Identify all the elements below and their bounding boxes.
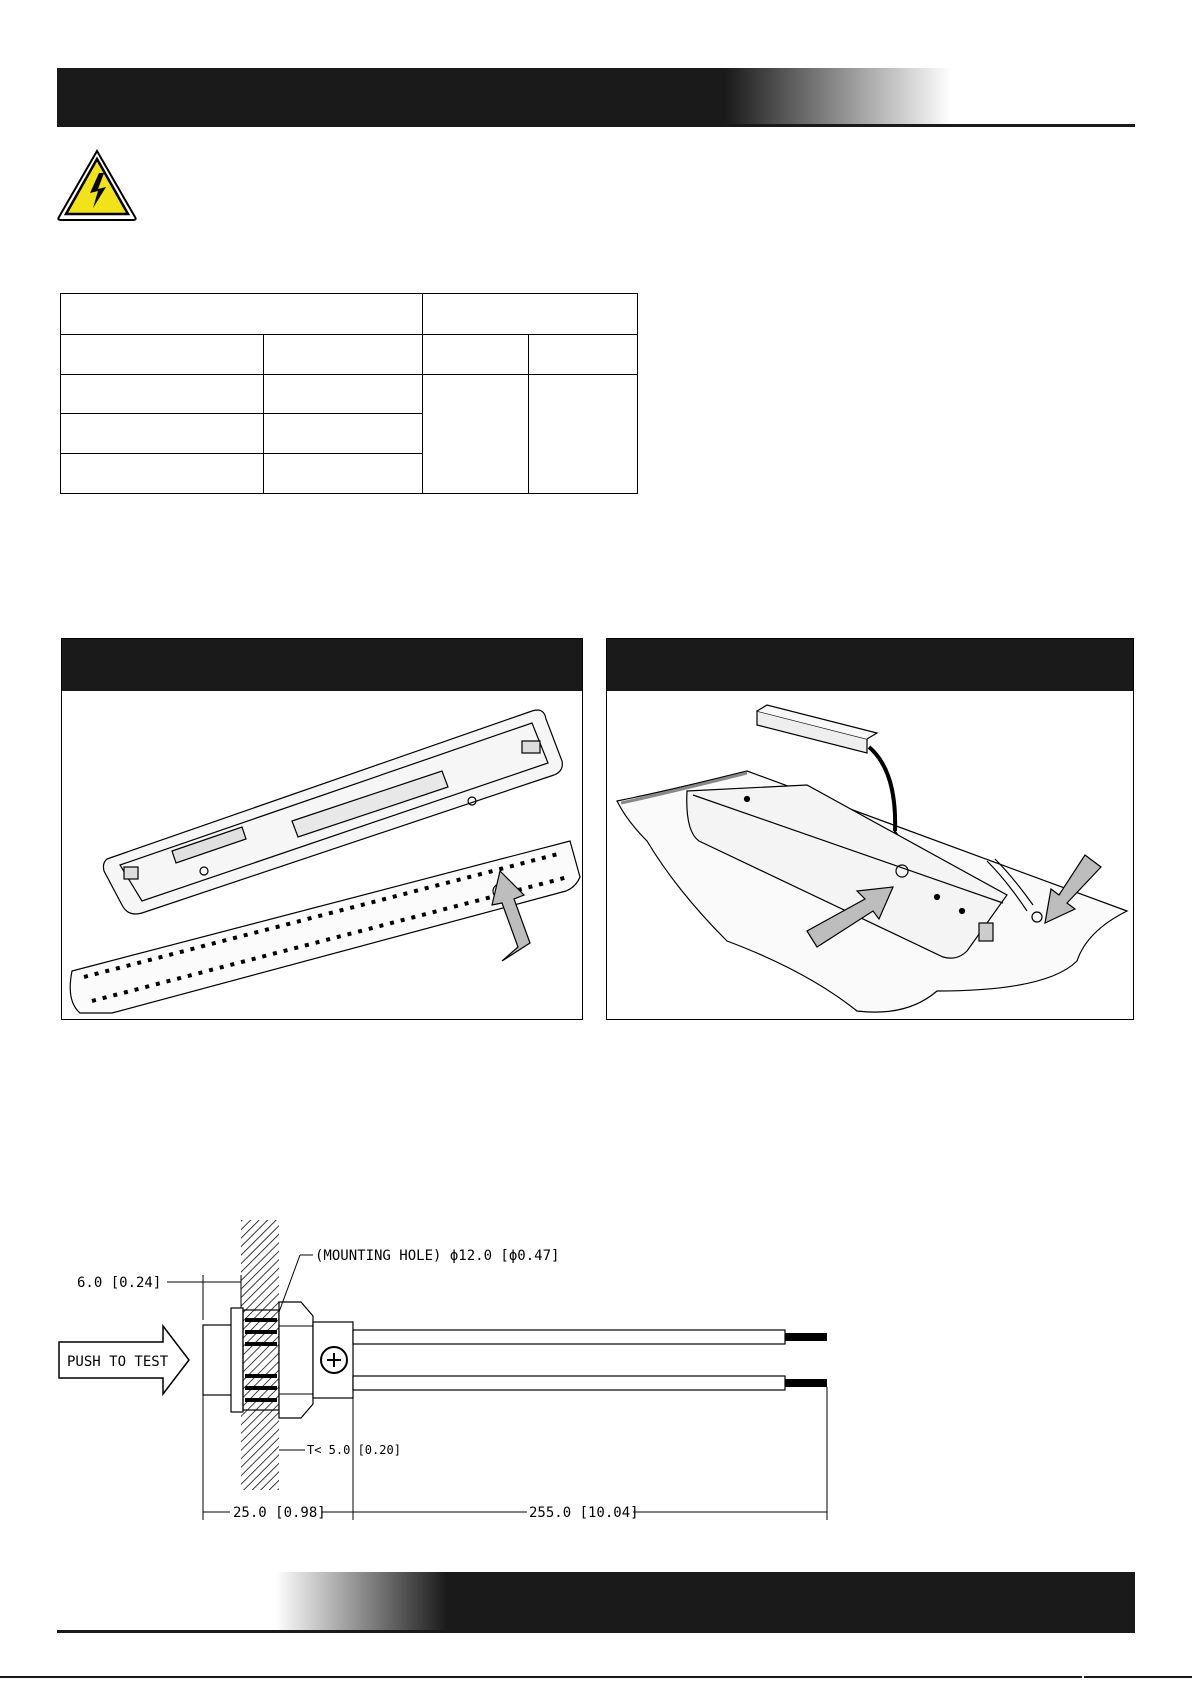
fixture-led-board-panel <box>61 638 583 1020</box>
offset-dimension: 6.0 [0.24] <box>77 1275 162 1291</box>
table-subheader-cell <box>263 335 422 375</box>
panel-header <box>62 639 582 691</box>
table-cell <box>263 414 422 454</box>
header-rule <box>57 124 1135 127</box>
table-merged-cell <box>529 375 638 494</box>
panel-header <box>607 639 1133 691</box>
test-switch-drawing <box>55 1220 855 1560</box>
table-subheader-cell <box>61 335 264 375</box>
page-bottom-rule <box>0 1676 1082 1678</box>
lead-length-dimension: 255.0 [10.04] <box>529 1505 639 1521</box>
table-cell <box>263 375 422 414</box>
push-to-test-label: PUSH TO TEST <box>67 1354 169 1370</box>
spec-table <box>60 293 638 494</box>
table-header-cell <box>61 294 423 335</box>
fixture-led-board-illustration <box>62 691 582 1017</box>
mounting-wall <box>241 1220 279 1490</box>
table-cell <box>61 454 264 494</box>
table-subheader-cell <box>529 335 638 375</box>
table-merged-cell <box>423 375 529 494</box>
fixture-ceiling-mount-panel <box>606 638 1134 1020</box>
ceiling-mount-illustration <box>607 691 1133 1017</box>
table-subheader-cell <box>423 335 529 375</box>
footer-rule <box>57 1630 1135 1633</box>
table-cell <box>61 375 264 414</box>
body-length-dimension: 25.0 [0.98] <box>233 1505 326 1521</box>
table-header-cell <box>423 294 638 335</box>
high-voltage-warning-icon <box>55 147 139 223</box>
header-bar <box>57 68 1135 124</box>
page-bottom-rule <box>1084 1676 1192 1678</box>
footer-bar <box>275 1572 1135 1630</box>
table-cell <box>61 414 264 454</box>
mounting-hole-dimension: (MOUNTING HOLE) ϕ12.0 [ϕ0.47] <box>315 1248 560 1264</box>
table-cell <box>263 454 422 494</box>
thickness-dimension: T< 5.0 [0.20] <box>307 1443 401 1457</box>
